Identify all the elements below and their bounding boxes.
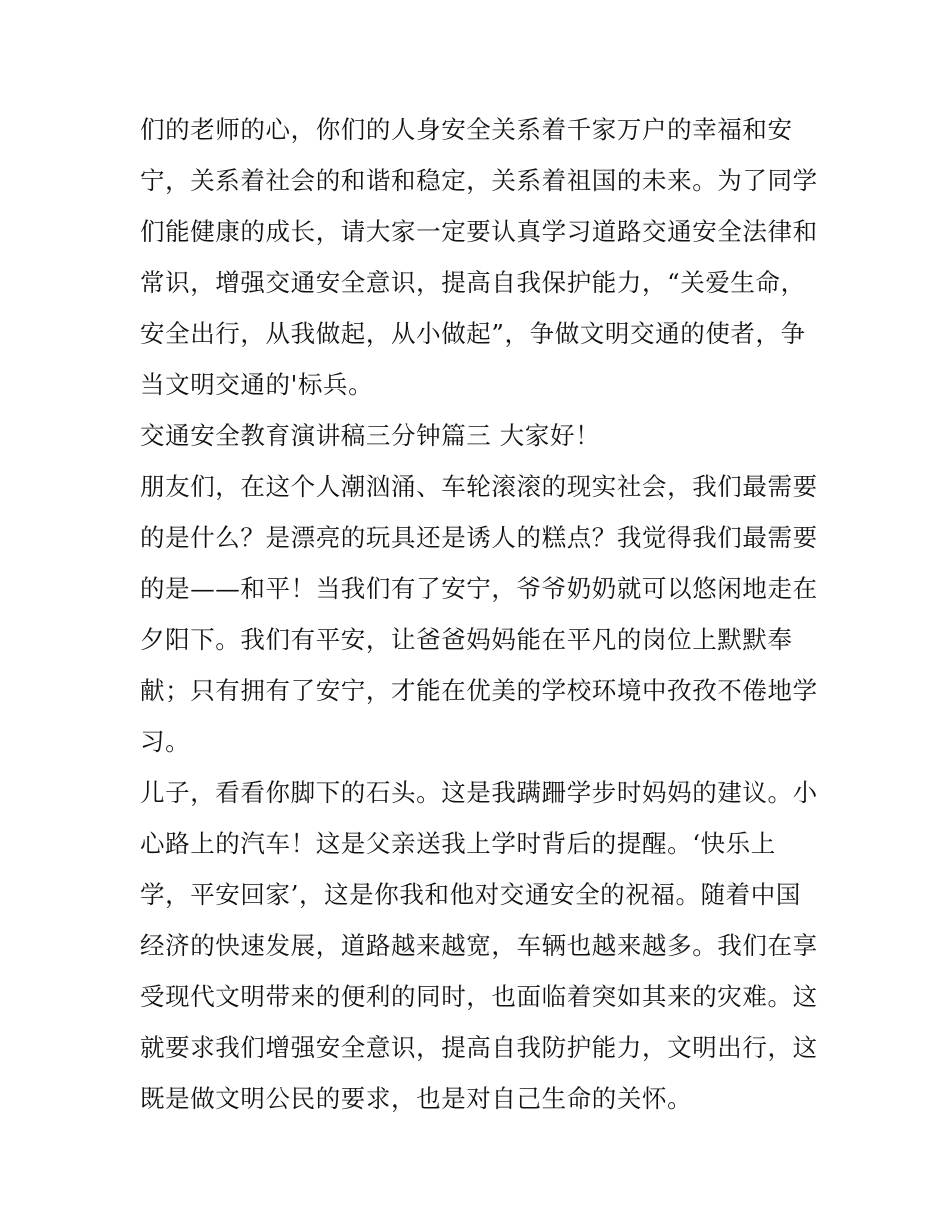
text-line: 夕阳下。我们有平安，让爸爸妈妈能在平凡的岗位上默默奉 xyxy=(140,625,793,654)
text-line: 心路上的汽车！这是父亲送我上学时背后的提醒。‘快乐上 xyxy=(140,829,776,858)
document-body xyxy=(140,104,820,1124)
text-line: 就要求我们增强安全意识，提高自我防护能力，文明出行，这 xyxy=(140,1033,818,1062)
text-line: 宁，关系着社会的和谐和稳定，关系着祖国的未来。为了同学 xyxy=(140,166,818,195)
text-line: 受现代文明带来的便利的同时，也面临着突如其来的灾难。这 xyxy=(140,982,818,1011)
text-line: 安全出行，从我做起，从小做起”，争做文明交通的使者，争 xyxy=(140,319,806,348)
text-line: 朋友们，在这个人潮汹涌、车轮滚滚的现实社会，我们最需要 xyxy=(140,472,818,501)
text-line: 当文明交通的'标兵。 xyxy=(140,370,374,399)
text-line: 常识，增强交通安全意识，提高自我保护能力，“关爱生命， xyxy=(140,268,806,297)
text-line: 儿子，看看你脚下的石头。这是我蹒跚学步时妈妈的建议。小 xyxy=(140,778,818,807)
text-line: 经济的快速发展，道路越来越宽，车辆也越来越多。我们在享 xyxy=(140,931,818,960)
text-line: 献；只有拥有了安宁，才能在优美的学校环境中孜孜不倦地学 xyxy=(140,676,818,705)
text-line: 的是什么？是漂亮的玩具还是诱人的糕点？我觉得我们最需要 xyxy=(140,523,818,552)
text-line: 学，平安回家’，这是你我和他对交通安全的祝福。随着中国 xyxy=(140,880,801,909)
text-line: 的是——和平！当我们有了安宁，爷爷奶奶就可以悠闲地走在 xyxy=(140,574,818,603)
text-line: 们能健康的成长，请大家一定要认真学习道路交通安全法律和 xyxy=(140,217,818,246)
text-line: 习。 xyxy=(140,727,191,756)
text-line: 既是做文明公民的要求，也是对自己生命的关怀。 xyxy=(140,1084,693,1113)
text-line: 们的老师的心，你们的人身安全关系着千家万户的幸福和安 xyxy=(140,115,793,144)
section-heading-line: 交通安全教育演讲稿三分钟篇三 大家好！ xyxy=(140,421,601,450)
